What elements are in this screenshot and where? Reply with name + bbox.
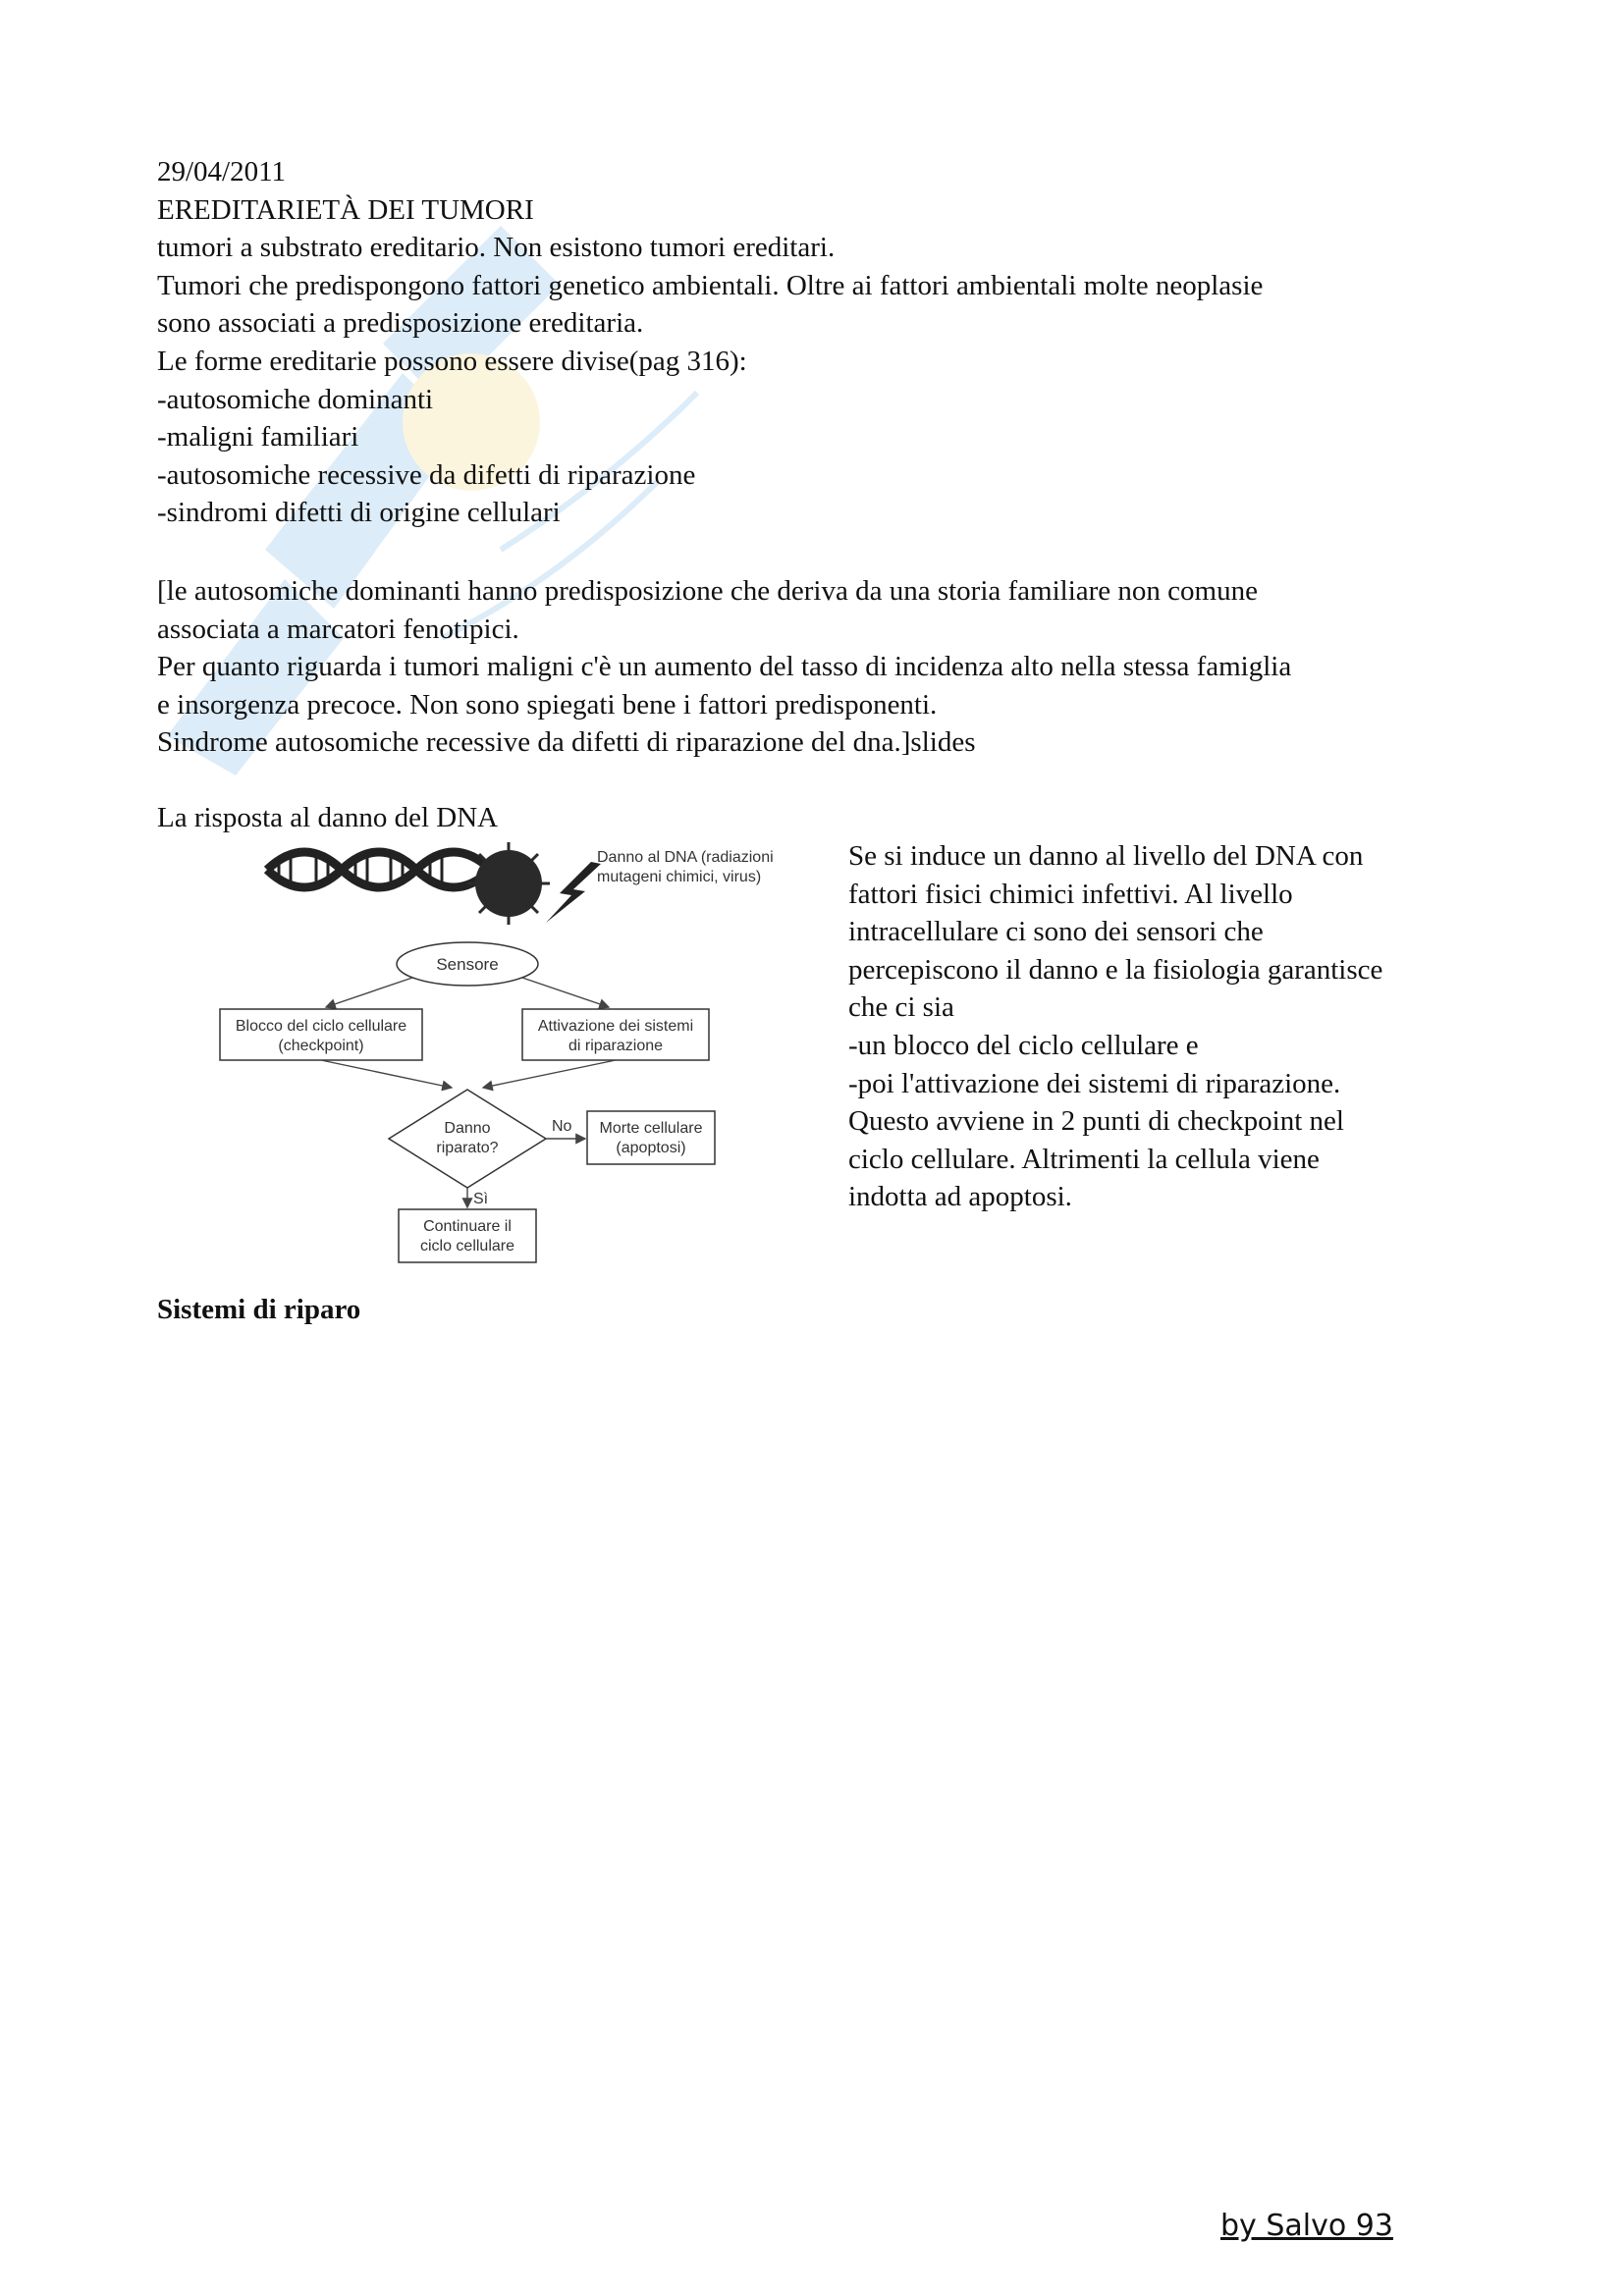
text-line: e insorgenza precoce. Non sono spiegati bene i fattori predisponenti.	[157, 688, 938, 721]
text-line: che ci sia	[848, 991, 954, 1024]
list-item: -un blocco del ciclo cellulare e	[848, 1029, 1199, 1061]
damage-particle-icon	[467, 842, 550, 925]
continue-label-line1: Continuare il	[423, 1218, 512, 1235]
text-line: associata a marcatori fenotipici.	[157, 613, 519, 645]
slides-note	[157, 572, 1532, 762]
text-line: Questo avviene in 2 punti di checkpoint nel	[848, 1105, 1344, 1138]
death-label-line2: (apoptosi)	[616, 1140, 686, 1156]
damage-label-line1: Danno al DNA (radiazioni	[597, 849, 774, 866]
dna-damage-flowchart	[216, 842, 825, 1264]
sensor-label: Sensore	[436, 955, 499, 974]
continue-label-line2: ciclo cellulare	[419, 1238, 515, 1255]
dna-section-heading: La risposta al danno del DNA	[157, 802, 499, 833]
text-line: Sindrome autosomiche recessive da difetti di riparazione del dna.]slides	[157, 726, 976, 759]
list-item: -autosomiche recessive da difetti di riparazione	[157, 458, 696, 491]
decision-label-line2: riparato?	[436, 1140, 499, 1156]
dna-helix-icon	[267, 852, 491, 887]
list-item: -autosomiche dominanti	[157, 383, 434, 415]
decision-label-line1: Danno	[444, 1120, 491, 1137]
block-label-line2: (checkpoint)	[278, 1038, 364, 1054]
text-line: Tumori che predispongono fattori genetico ambientali. Oltre ai fattori ambientali molte neoplasie	[157, 269, 1264, 301]
repair-label-line1: Attivazione dei sistemi	[537, 1018, 694, 1035]
author-signature: by Salvo 93	[1220, 2209, 1393, 2243]
death-label-line1: Morte cellulare	[599, 1120, 703, 1137]
repair-label-line2: di riparazione	[568, 1038, 664, 1054]
text-line: fattori fisici chimici infettivi. Al livello	[848, 878, 1293, 910]
yes-label: Sì	[473, 1191, 489, 1207]
intro-text	[157, 153, 1532, 532]
list-item: -poi l'attivazione dei sistemi di riparazione.	[848, 1067, 1341, 1099]
list-item: -sindromi difetti di origine cellulari	[157, 497, 561, 529]
no-label: No	[552, 1118, 572, 1135]
lightning-bolt-icon	[546, 862, 601, 923]
block-label-line1: Blocco del ciclo cellulare	[235, 1018, 407, 1035]
text-line: percepiscono il danno e la fisiologia garantisce	[848, 953, 1383, 986]
text-line: indotta ad apoptosi.	[848, 1181, 1072, 1213]
document-title: EREDITARIETÀ DEI TUMORI	[157, 193, 534, 226]
text-line: ciclo cellulare. Altrimenti la cellula viene	[848, 1143, 1320, 1175]
damage-label-line2: mutageni chimici, virus)	[597, 869, 762, 885]
repair-systems-heading: Sistemi di riparo	[157, 1294, 361, 1325]
list-item: -maligni familiari	[157, 421, 359, 454]
text-line: [le autosomiche dominanti hanno predisposizione che deriva da una storia familiare non comune	[157, 575, 1258, 607]
dna-description	[848, 837, 1496, 1216]
text-line: Se si induce un danno al livello del DNA con	[848, 840, 1364, 872]
text-line: Le forme ereditarie possono essere divise(pag 316):	[157, 345, 747, 377]
text-line: tumori a substrato ereditario. Non esistono tumori ereditari.	[157, 232, 836, 264]
text-line: sono associati a predisposizione ereditaria.	[157, 307, 644, 340]
text-line: Per quanto riguarda i tumori maligni c'è un aumento del tasso di incidenza alto nella stessa famiglia	[157, 651, 1292, 683]
text-line: intracellulare ci sono dei sensori che	[848, 916, 1264, 948]
document-date: 29/04/2011	[157, 156, 287, 187]
damage-repaired-decision	[389, 1090, 546, 1188]
